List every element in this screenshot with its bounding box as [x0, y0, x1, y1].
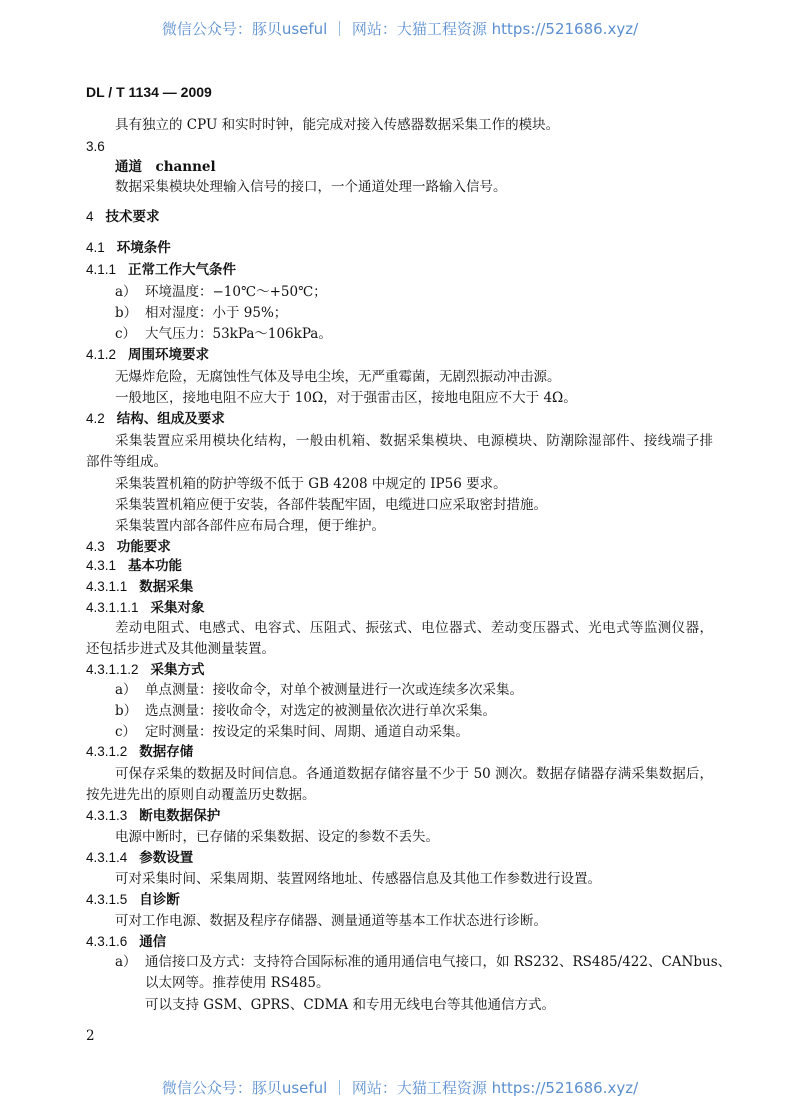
- section-number: 4.3.1.4: [86, 850, 128, 865]
- section-number: 4: [86, 209, 94, 224]
- section-heading: [86, 239, 171, 257]
- paragraph-line: 电源中断时，已存储的采集数据、设定的参数不丢失。: [115, 829, 439, 845]
- paragraph-line: 可对采集时间、采集周期、装置网络地址、传感器信息及其他工作参数进行设置。: [115, 871, 601, 887]
- list-item: [115, 723, 469, 741]
- section-number: 4.3.1: [86, 558, 117, 573]
- section-heading: [86, 557, 182, 575]
- section-title: 采集方式: [150, 662, 205, 677]
- list-item: [115, 953, 732, 971]
- list-text: 单点测量：接收命令，对单个被测量进行一次或连续多次采集。: [145, 682, 523, 698]
- section-heading: [86, 261, 236, 279]
- paragraph-line: 可保存采集的数据及时间信息。各通道数据存储容量不少于 50 测次。数据存储器存满采集数据后，: [115, 766, 713, 782]
- section-number: 4.3.1.2: [86, 744, 128, 759]
- paragraph-line: 按先进先出的原则自动覆盖历史数据。: [86, 787, 316, 803]
- list-label: c）: [115, 326, 137, 342]
- section-title: 基本功能: [128, 558, 183, 573]
- section-title: 数据存储: [139, 744, 194, 759]
- section-title: 参数设置: [139, 850, 194, 865]
- list-text: 大气压力：53kPa～106kPa。: [145, 326, 332, 342]
- watermark-top: 微信公众号：豚贝useful ｜ 网站：大猫工程资源 https://521686.xyz/: [161, 20, 639, 38]
- section-heading: [86, 891, 180, 909]
- section-title: 断电数据保护: [139, 808, 221, 823]
- section-heading: [86, 661, 205, 679]
- page-number: 2: [86, 1028, 95, 1044]
- section-number: 4.3.1.1.1: [86, 600, 139, 615]
- paragraph-line: 采集装置机箱应便于安装，各部件装配牢固，电缆进口应采取密封措施。: [115, 497, 547, 513]
- section-heading: [86, 807, 220, 825]
- term-title: 通道 channel: [115, 159, 216, 175]
- section-heading: [86, 578, 193, 596]
- list-text-continued: 可以支持 GSM、GPRS、CDMA 和专用无线电台等其他通信方式。: [145, 997, 555, 1013]
- paragraph-line: 数据采集模块处理输入信号的接口，一个通道处理一路输入信号。: [115, 179, 507, 195]
- section-heading: [86, 599, 205, 617]
- section-title: 周围环境要求: [128, 347, 210, 362]
- paragraph-line: 无爆炸危险，无腐蚀性气体及导电尘埃，无严重霉菌，无剧烈振动冲击源。: [115, 369, 561, 385]
- paragraph-line: 采集装置机箱的防护等级不低于 GB 4208 中规定的 IP56 要求。: [115, 476, 507, 492]
- list-text: 定时测量：按设定的采集时间、周期、通道自动采集。: [145, 724, 469, 740]
- list-text-continued: 以太网等。推荐使用 RS485。: [145, 975, 330, 991]
- paragraph-line: 一般地区，接地电阻不应大于 10Ω，对于强雷击区，接地电阻应不大于 4Ω。: [115, 390, 577, 406]
- section-number: 4.1.1: [86, 262, 117, 277]
- list-item: [115, 681, 523, 699]
- section-title: 技术要求: [105, 209, 160, 224]
- section-title: 通信: [139, 934, 167, 949]
- section-number: 4.1.2: [86, 347, 117, 362]
- section-number: 4.3.1.1: [86, 579, 128, 594]
- section-title: 结构、组成及要求: [116, 411, 225, 426]
- section-number: 4.3: [86, 539, 105, 554]
- section-heading: [86, 538, 171, 556]
- section-number: 4.3.1.6: [86, 934, 128, 949]
- list-text: 环境温度：−10℃～+50℃；: [145, 284, 327, 300]
- section-number: 4.1: [86, 240, 105, 255]
- section-heading: [86, 849, 193, 867]
- section-heading: [86, 208, 160, 226]
- list-item: [115, 325, 332, 343]
- list-text: 通信接口及方式：支持符合国际标准的通用通信电气接口，如 RS232、RS485/422、CANbus、: [145, 954, 732, 970]
- paragraph-line: 差动电阻式、电感式、电容式、压阻式、振弦式、电位器式、差动变压器式、光电式等监测仪器，: [115, 620, 713, 636]
- section-heading: [86, 346, 209, 364]
- list-label: a）: [115, 682, 137, 698]
- section-number: 4.3.1.1.2: [86, 662, 139, 677]
- list-text: 选点测量：接收命令，对选定的被测量依次进行单次采集。: [145, 703, 496, 719]
- paragraph-line: 具有独立的 CPU 和实时时钟，能完成对接入传感器数据采集工作的模块。: [115, 117, 560, 133]
- section-number: 4.3.1.3: [86, 808, 128, 823]
- list-label: c）: [115, 724, 137, 740]
- section-title: 正常工作大气条件: [128, 262, 237, 277]
- list-label: a）: [115, 954, 137, 970]
- paragraph-line: 采集装置内部各部件应布局合理，便于维护。: [115, 518, 385, 534]
- section-title: 环境条件: [116, 240, 171, 255]
- section-heading: [86, 410, 225, 428]
- section-title: 采集对象: [150, 600, 205, 615]
- section-number: 4.3.1.5: [86, 892, 128, 907]
- section-number: 3.6: [86, 139, 105, 154]
- list-item: [115, 702, 496, 720]
- standard-code-header: DL / T 1134 — 2009: [86, 84, 212, 100]
- paragraph-line: 还包括步进式及其他测量装置。: [86, 641, 275, 657]
- section-heading: [86, 743, 193, 761]
- list-text: 相对湿度：小于 95%；: [145, 305, 288, 321]
- list-label: a）: [115, 284, 137, 300]
- list-item: [115, 283, 327, 301]
- section-heading: [86, 933, 166, 951]
- section-number: 4.2: [86, 411, 105, 426]
- list-label: b）: [115, 703, 138, 719]
- list-label: b）: [115, 305, 138, 321]
- section-heading: [86, 138, 117, 156]
- paragraph-line: 可对工作电源、数据及程序存储器、测量通道等基本工作状态进行诊断。: [115, 913, 547, 929]
- watermark-bottom: 微信公众号：豚贝useful ｜ 网站：大猫工程资源 https://521686.xyz/: [161, 1079, 639, 1097]
- list-item: [115, 304, 287, 322]
- paragraph-line: 部件等组成。: [86, 454, 167, 470]
- paragraph-line: 采集装置应采用模块化结构，一般由机箱、数据采集模块、电源模块、防潮除湿部件、接线端子排: [115, 433, 713, 449]
- section-title: 功能要求: [116, 539, 171, 554]
- section-title: 数据采集: [139, 579, 194, 594]
- section-title: 自诊断: [139, 892, 180, 907]
